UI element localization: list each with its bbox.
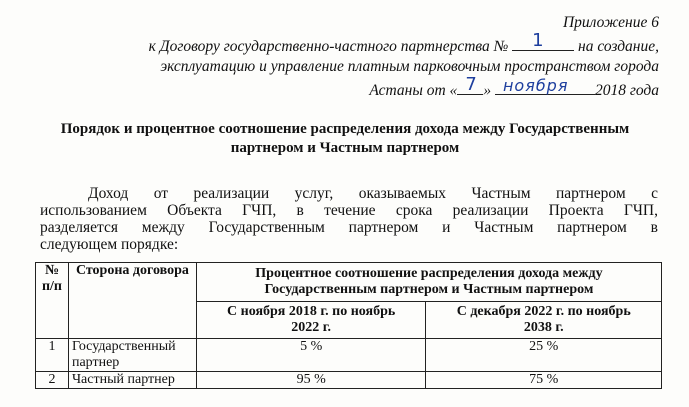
- contract-suffix: на создание,: [578, 38, 659, 55]
- table-row: [36, 372, 662, 389]
- header-period-1: С ноября 2018 г. по ноябрь 2022 г.: [196, 302, 426, 339]
- row-1-number: 1: [36, 339, 69, 372]
- row-1-period-2: 25 %: [426, 339, 662, 372]
- header-side: Сторона договора: [68, 263, 196, 339]
- row-1-side: Государственный партнер: [68, 339, 196, 372]
- contract-prefix: к Договору государственно-частного партнерства №: [148, 38, 509, 55]
- paragraph-line-2: использованием Объекта ГЧП, в течение срока реализации Проекта ГЧП,: [40, 202, 658, 219]
- distribution-table: [35, 262, 662, 389]
- appendix-label: Приложение 6: [562, 14, 659, 31]
- day-handwritten: 7: [465, 74, 477, 95]
- month-field: [495, 76, 595, 95]
- date-prefix: Астаны от «: [369, 82, 458, 99]
- header-number: № п/п: [36, 263, 69, 339]
- header-period-2: С декабря 2022 г. по ноябрь 2038 г.: [426, 302, 662, 339]
- date-mid: »: [483, 82, 492, 99]
- contract-reference-line: [148, 30, 659, 56]
- table-row: [36, 339, 662, 372]
- day-field: [457, 74, 483, 95]
- title-line-1: Порядок и процентное соотношение распределения дохода между Государственным: [60, 121, 630, 137]
- contract-number-handwritten: 1: [532, 30, 544, 51]
- row-1-period-1: 5 %: [196, 339, 426, 372]
- paragraph-line-1: Доход от реализации услуг, оказываемых Частным партнером с: [88, 185, 658, 202]
- row-2-period-1: 95 %: [196, 372, 426, 389]
- contract-subject-line: эксплуатацию и управление платным парковочным пространством города: [160, 58, 659, 75]
- paragraph-line-4: следующем порядке:: [40, 236, 179, 253]
- body-paragraph: [40, 185, 658, 253]
- document-title: [20, 120, 670, 158]
- title-line-2: партнером и Частным партнером: [230, 140, 460, 156]
- row-2-period-2: 75 %: [426, 372, 662, 389]
- contract-number-field: [512, 30, 574, 51]
- row-2-number: 2: [36, 372, 69, 389]
- paragraph-line-3: разделяется между Государственным партнером и Частным партнером в: [40, 219, 658, 236]
- row-2-side: Частный партнер: [68, 372, 196, 389]
- header-ratio: Процентное соотношение распределения дохода между Государственным партнером и Частным партнером: [196, 263, 661, 302]
- month-handwritten: ноября: [502, 76, 569, 95]
- table-header-row: [36, 263, 662, 302]
- contract-date-line: [369, 74, 659, 100]
- date-suffix: 2018 года: [594, 82, 659, 99]
